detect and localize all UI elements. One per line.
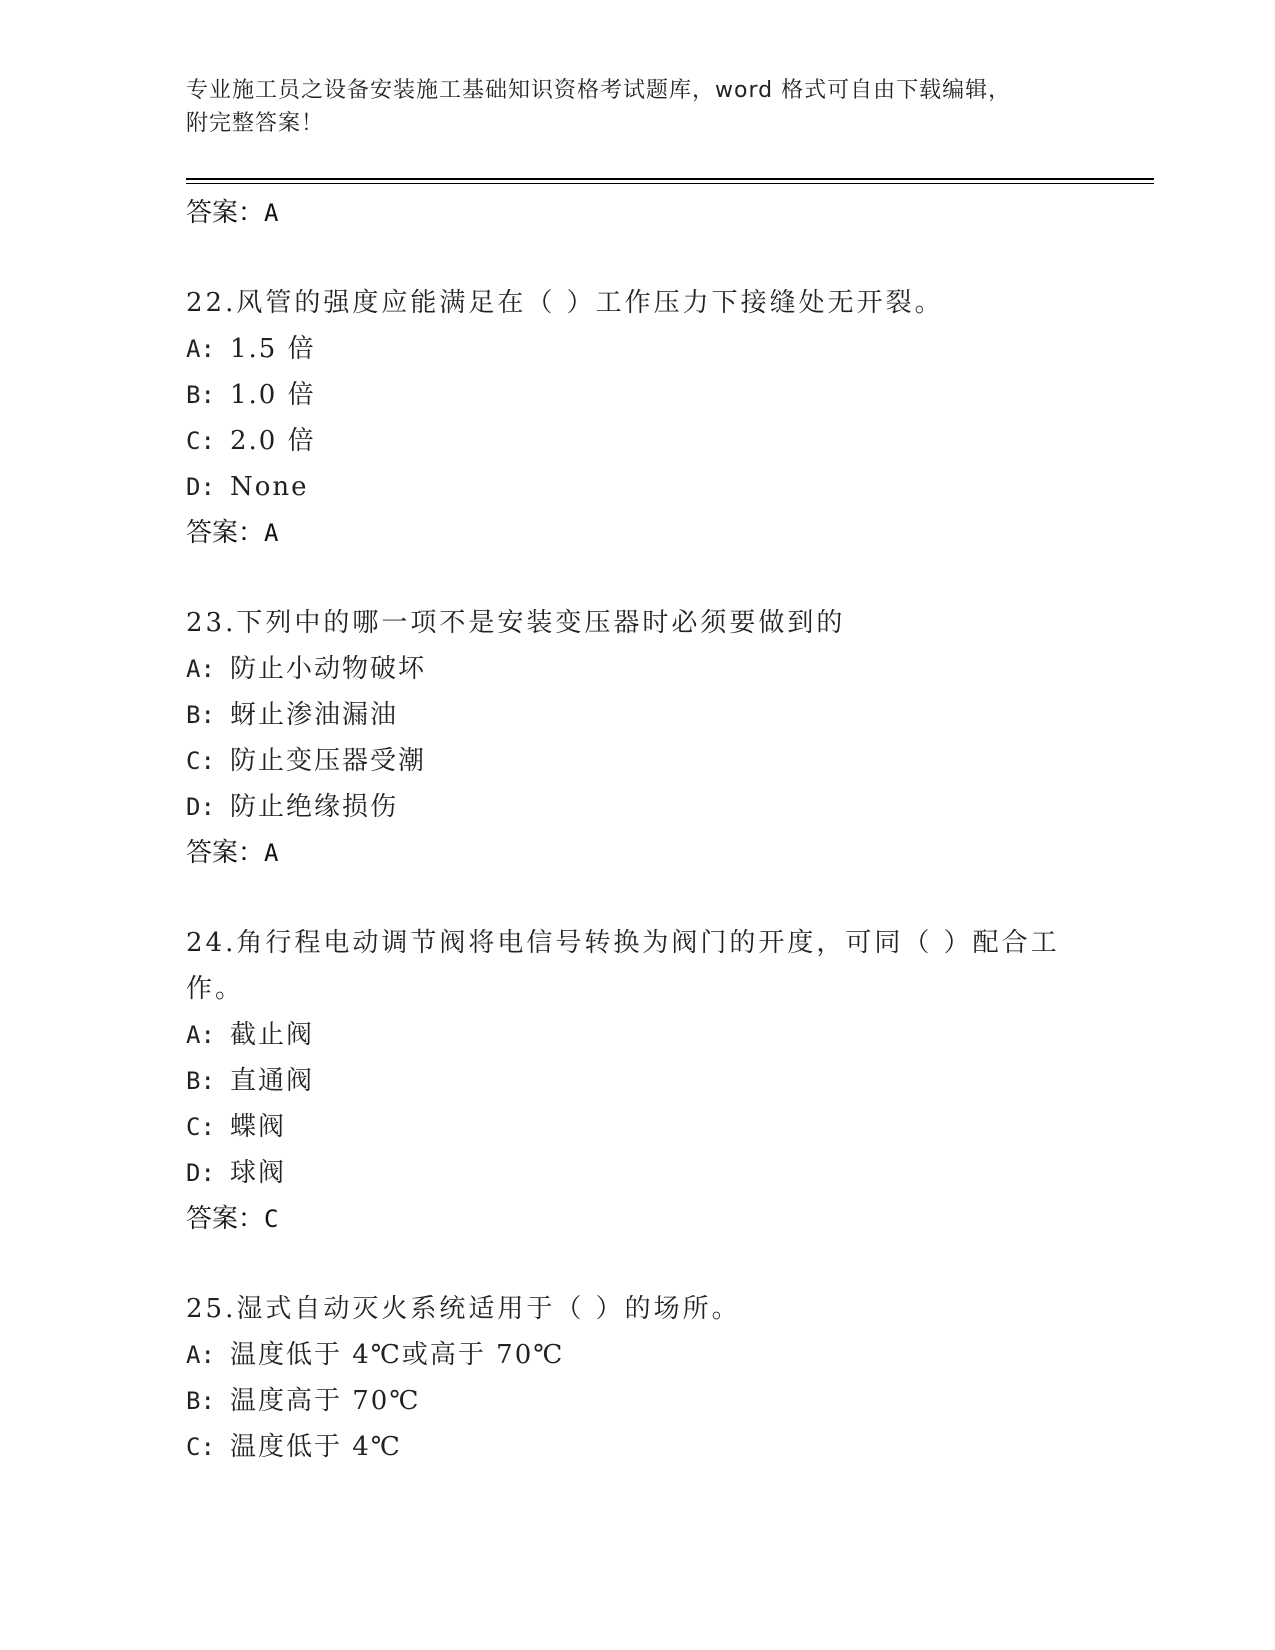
option-c [186, 418, 1066, 464]
option-key: B: [186, 381, 215, 409]
option-key: B: [186, 1387, 215, 1415]
option-b [186, 692, 1066, 738]
option-text: 直通阀 [230, 1066, 315, 1096]
option-key: D: [186, 473, 215, 501]
option-text: 温度低于 4℃或高于 70℃ [230, 1340, 565, 1370]
option-text: 1.0 倍 [230, 380, 316, 410]
option-key: C: [186, 747, 215, 775]
question-stem: 22.风管的强度应能满足在（ ）工作压力下接缝处无开裂。 [186, 288, 944, 318]
answer-label: 答案： [186, 518, 265, 548]
option-text: 2.0 倍 [230, 426, 316, 456]
option-c [186, 738, 1066, 784]
answer-line-21 [186, 190, 1066, 236]
option-key: B: [186, 1067, 215, 1095]
option-text: 温度高于 70℃ [230, 1386, 421, 1416]
answer-label: 答案： [186, 838, 265, 868]
option-key: D: [186, 1159, 215, 1187]
header-title-line-2: 附完整答案！ [186, 111, 325, 136]
answer-value: A [264, 199, 279, 227]
question-stem: 23.下列中的哪一项不是安装变压器时必须要做到的 [186, 608, 846, 638]
option-a [186, 1332, 1066, 1378]
option-key: D: [186, 793, 215, 821]
option-text: 1.5 倍 [230, 334, 316, 364]
option-text: 截止阀 [230, 1020, 315, 1050]
document-header [186, 74, 1066, 140]
question-list [186, 190, 1066, 1470]
answer-line [186, 1196, 1066, 1242]
option-text: 防止小动物破坏 [230, 654, 427, 684]
answer-label: 答案： [186, 198, 265, 228]
answer-line [186, 830, 1066, 876]
option-key: C: [186, 1433, 215, 1461]
answer-value: A [264, 839, 279, 867]
option-key: C: [186, 1113, 215, 1141]
question-stem: 25.湿式自动灭火系统适用于（ ）的场所。 [186, 1294, 741, 1324]
option-a [186, 646, 1066, 692]
option-d [186, 1150, 1066, 1196]
option-text: None [230, 472, 309, 502]
answer-line [186, 510, 1066, 556]
option-text: 球阀 [230, 1158, 287, 1188]
option-key: C: [186, 427, 215, 455]
option-b [186, 372, 1066, 418]
header-title-line-1: 专业施工员之设备安装施工基础知识资格考试题库，word 格式可自由下载编辑， [186, 78, 1012, 103]
option-text: 温度低于 4℃ [230, 1432, 402, 1462]
question-22 [186, 280, 1066, 556]
answer-value: A [264, 519, 279, 547]
option-b [186, 1058, 1066, 1104]
option-key: A: [186, 1341, 215, 1369]
option-text: 防止绝缘损伤 [230, 792, 399, 822]
option-a [186, 1012, 1066, 1058]
option-c [186, 1424, 1066, 1470]
option-d [186, 784, 1066, 830]
option-a [186, 326, 1066, 372]
option-d [186, 464, 1066, 510]
option-key: A: [186, 335, 215, 363]
question-24 [186, 920, 1066, 1242]
option-b [186, 1378, 1066, 1424]
question-stem: 24.角行程电动调节阀将电信号转换为阀门的开度，可同（ ）配合工作。 [186, 928, 1060, 1004]
answer-label: 答案： [186, 1204, 265, 1234]
option-key: A: [186, 655, 215, 683]
option-key: B: [186, 701, 215, 729]
option-c [186, 1104, 1066, 1150]
question-23 [186, 600, 1066, 876]
option-key: A: [186, 1021, 215, 1049]
option-text: 防止变压器受潮 [230, 746, 427, 776]
answer-value: C [264, 1205, 279, 1233]
question-25 [186, 1286, 1066, 1470]
option-text: 蚜止渗油漏油 [230, 700, 399, 730]
header-divider-thin [186, 183, 1154, 184]
option-text: 蝶阀 [230, 1112, 287, 1142]
header-divider-thick [186, 178, 1154, 180]
